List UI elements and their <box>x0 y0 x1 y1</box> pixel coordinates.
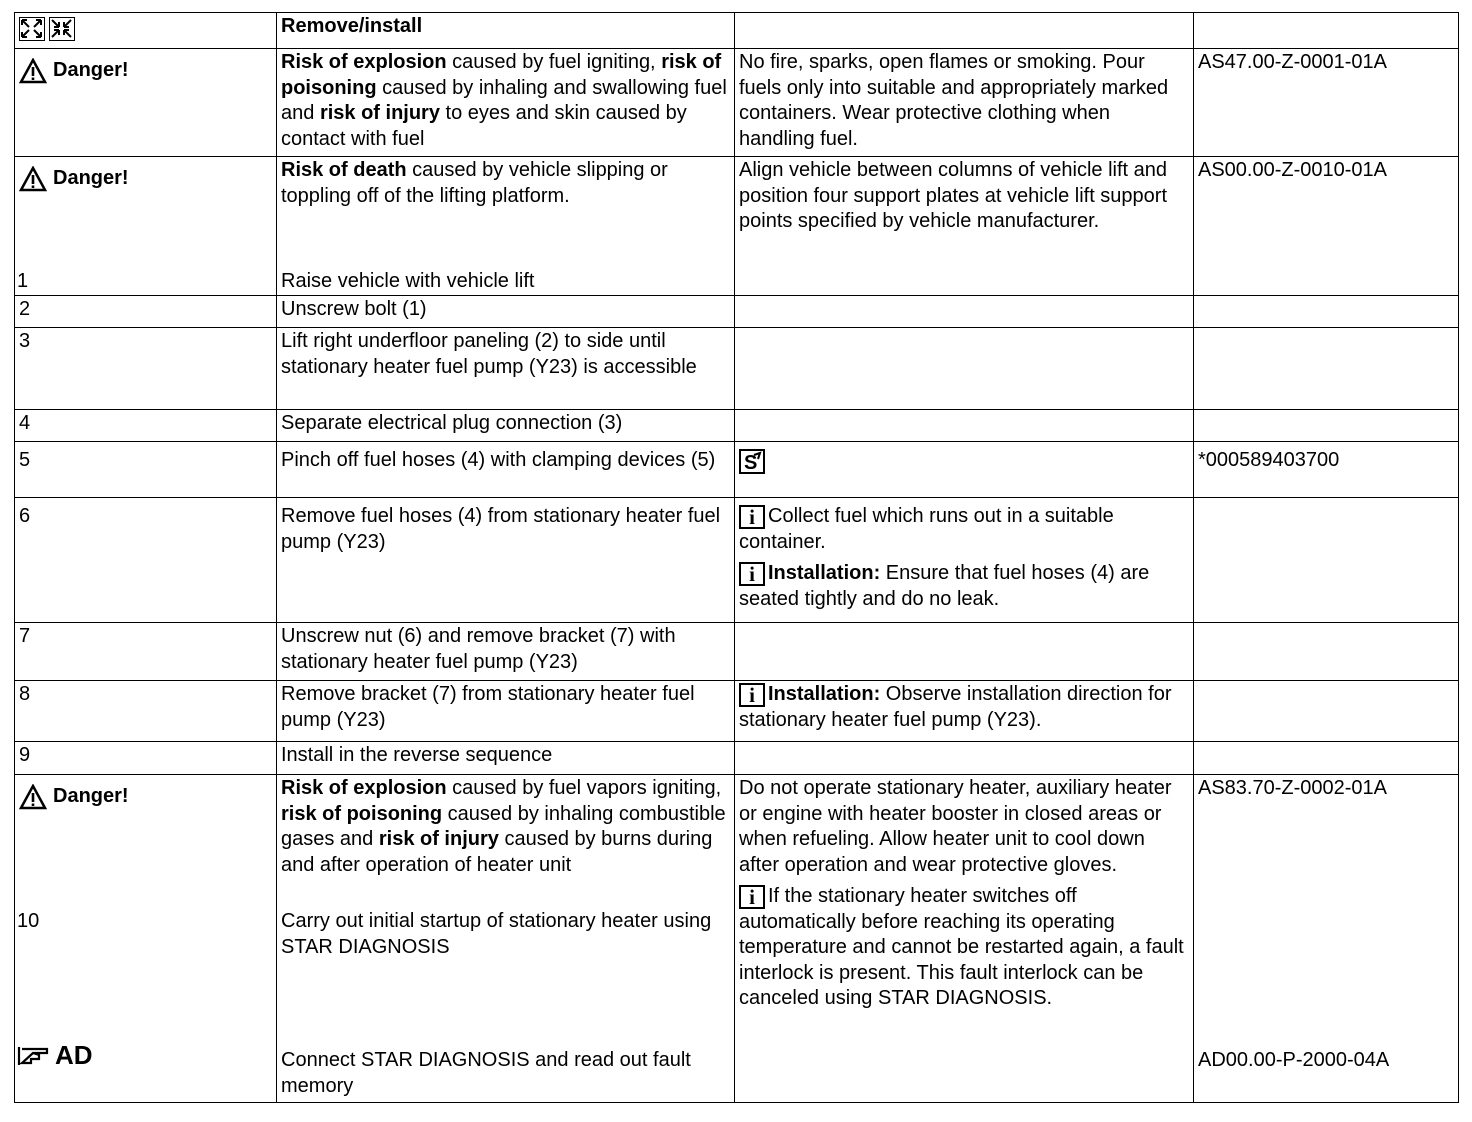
step-number: 7 <box>15 623 277 681</box>
step-text: Remove bracket (7) from stationary heater fuel pump (Y23) <box>277 681 735 742</box>
step-text: Separate electrical plug connection (3) <box>277 410 735 442</box>
warning-triangle-icon <box>19 784 47 810</box>
info-icon: i <box>739 562 765 586</box>
step-number: 5 <box>15 442 277 498</box>
hand-pointer-icon <box>17 1043 53 1069</box>
table-row <box>15 775 1459 1103</box>
table-row <box>15 13 1459 49</box>
step-text: Lift right underfloor paneling (2) to side until stationary heater fuel pump (Y23) is accessible <box>277 328 735 410</box>
safety-note: Do not operate stationary heater, auxiliary heater or engine with heater booster in closed areas or when refueling. Allow heater unit to cool down after operation and wear protective gloves. <box>739 777 1172 876</box>
step-number: 4 <box>15 410 277 442</box>
installation-note: i Installation: Observe installation direction for stationary heater fuel pump (Y23). <box>739 683 1172 731</box>
danger-label: Danger! <box>19 58 272 84</box>
reference-link[interactable]: AS00.00-Z-0010-01A <box>1194 157 1459 296</box>
table-row <box>15 742 1459 775</box>
table-row <box>15 328 1459 410</box>
installation-note: i Installation: Ensure that fuel hoses (4) are seated tightly and do no leak. <box>739 562 1150 610</box>
tool-icon[interactable] <box>739 449 765 474</box>
step-text: Raise vehicle with vehicle lift <box>281 269 535 292</box>
ad-reference-link[interactable]: AD00.00-P-2000-04A <box>1198 1049 1390 1071</box>
warning-triangle-icon <box>19 58 47 84</box>
step-number: 2 <box>15 296 277 328</box>
danger-label: Danger! <box>19 784 272 810</box>
info-icon: i <box>739 683 765 707</box>
info-note: i Collect fuel which runs out in a suitable container. <box>739 505 1114 553</box>
table-title-cell <box>277 13 735 49</box>
view-toggle-cell <box>15 13 277 49</box>
table-title: Remove/install <box>281 15 423 37</box>
safety-note: No fire, sparks, open flames or smoking. Pour fuels only into suitable and appropriately marked containers. Wear protective clothing when handling fuel. <box>735 49 1194 157</box>
reference-link[interactable]: AS47.00-Z-0001-01A <box>1194 49 1459 157</box>
tool-reference-link[interactable]: *000589403700 <box>1194 442 1459 498</box>
step-number: 1 <box>17 269 29 292</box>
step-number: 6 <box>15 498 277 623</box>
table-row <box>15 442 1459 498</box>
table-row <box>15 296 1459 328</box>
info-icon: i <box>739 505 765 529</box>
info-icon: i <box>739 885 765 909</box>
step-text: Remove fuel hoses (4) from stationary heater fuel pump (Y23) <box>277 498 735 623</box>
table-row <box>15 498 1459 623</box>
step-number: 3 <box>15 328 277 410</box>
step-number: 9 <box>15 742 277 775</box>
warning-triangle-icon <box>19 166 47 192</box>
danger-label: Danger! <box>19 166 272 192</box>
danger-text: Risk of death caused by vehicle slipping or toppling off of the lifting platform. <box>281 159 668 207</box>
step-text: Install in the reverse sequence <box>277 742 735 775</box>
danger-text: Risk of explosion caused by fuel igniting, risk of poisoning caused by inhaling and swallowing fuel and risk of injury to eyes and skin caused by contact with fuel <box>277 49 735 157</box>
table-row <box>15 681 1459 742</box>
reference-link[interactable]: AS83.70-Z-0002-01A <box>1198 777 1388 799</box>
table-row <box>15 157 1459 296</box>
expand-icon[interactable] <box>19 17 45 41</box>
step-text: Carry out initial startup of stationary heater using STAR DIAGNOSIS <box>281 910 712 958</box>
table-row <box>15 410 1459 442</box>
danger-text: Risk of explosion caused by fuel vapors igniting, risk of poisoning caused by inhaling combustible gases and risk of injury caused by burns during and after operation of heater unit <box>281 777 726 876</box>
collapse-icon[interactable] <box>49 17 75 41</box>
step-number: 10 <box>17 910 40 932</box>
step-text: Unscrew bolt (1) <box>277 296 735 328</box>
step-number: 8 <box>15 681 277 742</box>
ad-step-text: Connect STAR DIAGNOSIS and read out fault memory <box>281 1049 691 1097</box>
table-row <box>15 623 1459 681</box>
table-row <box>15 49 1459 157</box>
safety-note: Align vehicle between columns of vehicle lift and position four support plates at vehicle lift support points specified by vehicle manufacturer. <box>735 157 1194 296</box>
info-note: i If the stationary heater switches off automatically before reaching its operating temperature and cannot be restarted again, a fault interlock is present. This fault interlock can be canceled using STAR DIAGNOSIS. <box>739 885 1184 1009</box>
ad-link[interactable]: AD <box>17 1043 93 1069</box>
step-text: Pinch off fuel hoses (4) with clamping devices (5) <box>277 442 735 498</box>
svg-text:S: S <box>744 452 758 472</box>
step-text: Unscrew nut (6) and remove bracket (7) with stationary heater fuel pump (Y23) <box>277 623 735 681</box>
procedure-table <box>14 12 1459 1103</box>
